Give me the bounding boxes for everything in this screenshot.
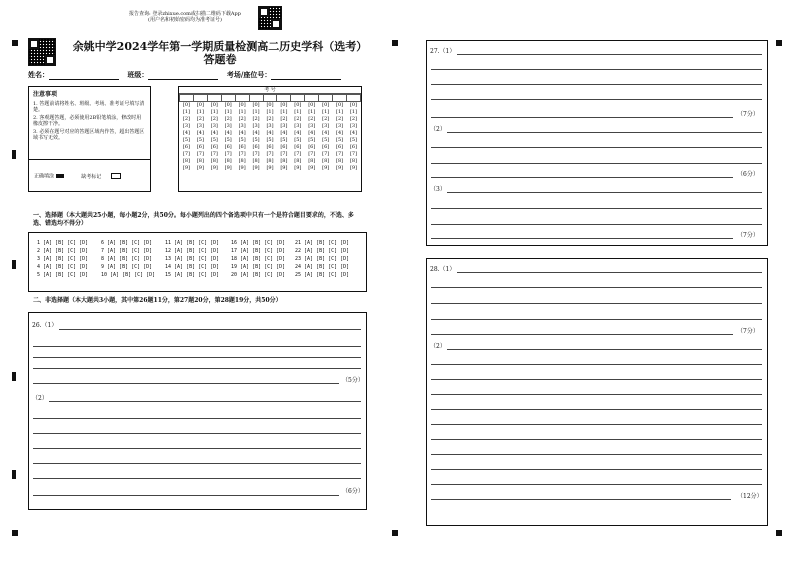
exam-digit-bubble[interactable]: [6] bbox=[336, 144, 344, 150]
choice-column bbox=[101, 239, 155, 279]
answer-line[interactable] bbox=[431, 319, 762, 320]
exam-digit-bubble[interactable]: [3] bbox=[196, 123, 204, 129]
exam-digit-row bbox=[180, 144, 361, 151]
exam-digit-row bbox=[180, 137, 361, 144]
choice-question[interactable]: 2 [A] [B] [C] [D] bbox=[37, 248, 89, 254]
q28-part1-label: 28.（1） bbox=[430, 266, 456, 273]
exam-digit-bubble[interactable]: [0] bbox=[182, 102, 190, 108]
exam-number-entry-cell[interactable] bbox=[319, 95, 333, 102]
name-field[interactable] bbox=[49, 71, 119, 80]
exam-digit-bubble[interactable]: [4] bbox=[294, 130, 302, 136]
answer-line[interactable] bbox=[431, 287, 762, 288]
answer-line[interactable] bbox=[33, 383, 339, 384]
correct-fill-sample bbox=[56, 174, 64, 178]
corner-mark-br bbox=[776, 530, 782, 536]
exam-digit-bubble[interactable]: [9] bbox=[196, 165, 204, 171]
title-line2: 答题卷 bbox=[203, 53, 237, 66]
exam-digit-bubble[interactable]: [9] bbox=[238, 165, 246, 171]
exam-digit-bubble[interactable]: [1] bbox=[238, 109, 246, 115]
q28-part2-label: （2） bbox=[430, 343, 446, 350]
report-note-line1: 报告查询: 登录zhixue.com或扫描二维码下载App bbox=[129, 11, 241, 17]
exam-digit-bubble[interactable]: [9] bbox=[280, 165, 288, 171]
choice-question[interactable]: 1 [A] [B] [C] [D] bbox=[37, 240, 89, 246]
answer-line[interactable] bbox=[447, 192, 762, 193]
section1-heading: 一、选择题（本大题共25小题，每小题2分，共50分。每小题列出的四个备选项中只有一个是符合题目要求的，不选、多选、错选均不得分） bbox=[33, 212, 354, 227]
exam-digit-row bbox=[180, 123, 361, 130]
choice-column bbox=[165, 239, 219, 279]
seat-label: 考场/座位号： bbox=[226, 70, 272, 79]
answer-line[interactable] bbox=[457, 54, 762, 55]
page-title bbox=[60, 40, 380, 66]
q27-box bbox=[426, 40, 768, 246]
exam-digit-bubble[interactable]: [4] bbox=[182, 130, 190, 136]
answer-line[interactable] bbox=[33, 448, 361, 449]
exam-digit-bubble[interactable]: [7] bbox=[196, 151, 204, 157]
exam-digit-bubble[interactable]: [1] bbox=[224, 109, 232, 115]
answer-line[interactable] bbox=[431, 177, 733, 178]
exam-digit-bubble[interactable]: [1] bbox=[294, 109, 302, 115]
exam-digit-bubble[interactable]: [5] bbox=[349, 137, 358, 143]
q26-part2-score: （6分） bbox=[342, 488, 364, 495]
exam-number-entry-cell[interactable] bbox=[235, 95, 249, 102]
answer-line[interactable] bbox=[431, 238, 733, 239]
exam-digit-bubble[interactable]: [0] bbox=[210, 102, 218, 108]
report-note-line2: (用户名和初始密码均为准考证号) bbox=[148, 17, 222, 23]
q26-box bbox=[28, 312, 367, 510]
corner-mark-bl bbox=[12, 530, 18, 536]
answer-line[interactable] bbox=[431, 379, 762, 380]
corner-mark-tr bbox=[776, 40, 782, 46]
exam-digit-bubble[interactable]: [6] bbox=[196, 144, 204, 150]
exam-digit-bubble[interactable]: [1] bbox=[196, 109, 204, 115]
exam-number-entry-cell[interactable] bbox=[333, 95, 347, 102]
exam-digit-bubble[interactable]: [8] bbox=[238, 158, 246, 164]
exam-digit-bubble[interactable]: [7] bbox=[280, 151, 288, 157]
exam-digit-bubble[interactable]: [3] bbox=[336, 123, 344, 129]
exam-digit-bubble[interactable]: [2] bbox=[308, 116, 316, 122]
answer-line[interactable] bbox=[33, 478, 361, 479]
exam-digit-bubble[interactable]: [5] bbox=[308, 137, 316, 143]
side-tick bbox=[12, 470, 16, 479]
side-tick bbox=[12, 150, 16, 159]
exam-digit-bubble[interactable]: [6] bbox=[224, 144, 232, 150]
exam-number-entry-row[interactable] bbox=[180, 95, 361, 102]
exam-digit-row bbox=[180, 151, 361, 158]
exam-digit-bubble[interactable]: [0] bbox=[349, 102, 358, 108]
exam-number-entry-cell[interactable] bbox=[180, 95, 194, 102]
exam-digit-bubble[interactable]: [9] bbox=[252, 165, 260, 171]
exam-digit-bubble[interactable]: [7] bbox=[308, 151, 316, 157]
exam-digit-bubble[interactable]: [9] bbox=[294, 165, 302, 171]
notice-box bbox=[28, 86, 151, 192]
title-line1: 余姚中学2024学年第一学期质量检测高二历史学科（选考） bbox=[72, 40, 368, 53]
answer-line[interactable] bbox=[431, 364, 762, 365]
exam-digit-bubble[interactable]: [2] bbox=[336, 116, 344, 122]
answer-line[interactable] bbox=[431, 409, 762, 410]
choice-question[interactable]: 18 [A] [B] [C] [D] bbox=[231, 256, 286, 262]
exam-digit-bubble[interactable]: [2] bbox=[266, 116, 274, 122]
exam-digit-bubble[interactable]: [0] bbox=[238, 102, 246, 108]
choice-question[interactable]: 8 [A] [B] [C] [D] bbox=[101, 256, 153, 262]
answer-line[interactable] bbox=[431, 394, 762, 395]
exam-digit-bubble[interactable]: [7] bbox=[322, 151, 330, 157]
exam-number-entry-cell[interactable] bbox=[305, 95, 319, 102]
choice-question[interactable]: 20 [A] [B] [C] [D] bbox=[231, 272, 286, 278]
exam-digit-bubble[interactable]: [5] bbox=[294, 137, 302, 143]
exam-digit-bubble[interactable]: [3] bbox=[182, 123, 190, 129]
exam-digit-bubble[interactable]: [8] bbox=[196, 158, 204, 164]
answer-line[interactable] bbox=[431, 99, 762, 100]
exam-digit-bubble[interactable]: [4] bbox=[336, 130, 344, 136]
exam-digit-bubble[interactable]: [3] bbox=[238, 123, 246, 129]
choice-question[interactable]: 5 [A] [B] [C] [D] bbox=[37, 272, 89, 278]
exam-digit-bubble[interactable]: [9] bbox=[210, 165, 218, 171]
q27-part2-label: （2） bbox=[430, 126, 446, 133]
exam-digit-row bbox=[180, 158, 361, 165]
exam-digit-bubble[interactable]: [3] bbox=[252, 123, 260, 129]
exam-digit-bubble[interactable]: [2] bbox=[238, 116, 246, 122]
notice-heading: 注意事项 bbox=[33, 91, 58, 98]
exam-digit-bubble[interactable]: [9] bbox=[322, 165, 330, 171]
exam-digit-bubble[interactable]: [9] bbox=[308, 165, 316, 171]
choice-question[interactable]: 11 [A] [B] [C] [D] bbox=[165, 240, 220, 246]
fill-legend bbox=[34, 173, 121, 180]
exam-digit-row bbox=[180, 102, 361, 110]
corner-mark-tm bbox=[392, 40, 398, 46]
exam-digit-bubble[interactable]: [9] bbox=[266, 165, 274, 171]
choice-question[interactable]: 24 [A] [B] [C] [D] bbox=[295, 264, 350, 270]
answer-line[interactable] bbox=[431, 499, 731, 500]
exam-digit-bubble[interactable]: [5] bbox=[266, 137, 274, 143]
exam-digit-bubble[interactable]: [5] bbox=[182, 137, 190, 143]
exam-digit-bubble[interactable]: [2] bbox=[349, 116, 358, 122]
answer-line[interactable] bbox=[59, 329, 361, 330]
exam-digit-bubble[interactable]: [8] bbox=[280, 158, 288, 164]
answer-line[interactable] bbox=[33, 495, 339, 496]
answer-line[interactable] bbox=[431, 484, 762, 485]
exam-digit-bubble[interactable]: [0] bbox=[252, 102, 260, 108]
exam-digit-bubble[interactable]: [6] bbox=[252, 144, 260, 150]
exam-number-entry-cell[interactable] bbox=[221, 95, 235, 102]
exam-digit-bubble[interactable]: [0] bbox=[336, 102, 344, 108]
exam-digit-bubble[interactable]: [8] bbox=[336, 158, 344, 164]
choice-box bbox=[28, 232, 367, 292]
report-note bbox=[110, 11, 260, 23]
exam-number-entry-cell[interactable] bbox=[347, 95, 361, 102]
choice-question[interactable]: 15 [A] [B] [C] [D] bbox=[165, 272, 220, 278]
exam-digit-bubble[interactable]: [6] bbox=[280, 144, 288, 150]
exam-digit-bubble[interactable]: [6] bbox=[210, 144, 218, 150]
exam-digit-bubble[interactable]: [0] bbox=[294, 102, 302, 108]
corner-mark-bm bbox=[392, 530, 398, 536]
exam-digit-bubble[interactable]: [2] bbox=[182, 116, 190, 122]
notice-item: 3. 必须在题号对应的答题区域内作答，超出答题区域书写无效。 bbox=[33, 129, 145, 141]
exam-number-entry-cell[interactable] bbox=[193, 95, 207, 102]
choice-question[interactable]: 21 [A] [B] [C] [D] bbox=[295, 240, 350, 246]
answer-line[interactable] bbox=[33, 357, 361, 358]
q28-part2-score: （12分） bbox=[737, 493, 763, 500]
exam-digit-bubble[interactable]: [4] bbox=[224, 130, 232, 136]
exam-digit-bubble[interactable]: [7] bbox=[336, 151, 344, 157]
exam-digit-row bbox=[180, 165, 361, 172]
exam-digit-bubble[interactable]: [3] bbox=[349, 123, 358, 129]
exam-digit-bubble[interactable]: [0] bbox=[308, 102, 316, 108]
exam-digit-bubble[interactable]: [0] bbox=[280, 102, 288, 108]
choice-question[interactable]: 19 [A] [B] [C] [D] bbox=[231, 264, 286, 270]
exam-digit-bubble[interactable]: [3] bbox=[224, 123, 232, 129]
answer-line[interactable] bbox=[431, 117, 733, 118]
exam-digit-bubble[interactable]: [5] bbox=[322, 137, 330, 143]
exam-digit-bubble[interactable]: [7] bbox=[210, 151, 218, 157]
q27-part2-score: （6分） bbox=[737, 171, 759, 178]
exam-digit-bubble[interactable]: [8] bbox=[308, 158, 316, 164]
exam-digit-bubble[interactable]: [5] bbox=[336, 137, 344, 143]
answer-line[interactable] bbox=[33, 433, 361, 434]
exam-digit-bubble[interactable]: [2] bbox=[280, 116, 288, 122]
exam-digit-bubble[interactable]: [7] bbox=[224, 151, 232, 157]
choice-question[interactable]: 9 [A] [B] [C] [D] bbox=[101, 264, 153, 270]
answer-line[interactable] bbox=[431, 334, 733, 335]
exam-digit-row bbox=[180, 109, 361, 116]
exam-digit-bubble[interactable]: [7] bbox=[349, 151, 358, 157]
exam-digit-row bbox=[180, 130, 361, 137]
notice-item: 2. 客观题答题，必须使用2B铅笔填涂，修改时用橡皮擦干净。 bbox=[33, 115, 142, 127]
exam-number-entry-cell[interactable] bbox=[291, 95, 305, 102]
answer-line[interactable] bbox=[431, 224, 762, 225]
exam-digit-bubble[interactable]: [9] bbox=[182, 165, 190, 171]
exam-digit-bubble[interactable]: [0] bbox=[224, 102, 232, 108]
exam-digit-bubble[interactable]: [5] bbox=[210, 137, 218, 143]
exam-digit-bubble[interactable]: [8] bbox=[322, 158, 330, 164]
answer-line[interactable] bbox=[431, 454, 762, 455]
answer-line[interactable] bbox=[457, 272, 762, 273]
exam-digit-bubble[interactable]: [6] bbox=[266, 144, 274, 150]
exam-digit-bubble[interactable]: [9] bbox=[336, 165, 344, 171]
answer-line[interactable] bbox=[431, 69, 762, 70]
exam-digit-bubble[interactable]: [4] bbox=[252, 130, 260, 136]
q26-part2-label: （2） bbox=[32, 395, 48, 402]
q28-box bbox=[426, 258, 768, 526]
exam-digit-bubble[interactable]: [1] bbox=[336, 109, 344, 115]
choice-question[interactable]: 25 [A] [B] [C] [D] bbox=[295, 272, 350, 278]
q27-part1-score: （7分） bbox=[737, 111, 759, 118]
answer-line[interactable] bbox=[431, 147, 762, 148]
exam-number-table bbox=[179, 94, 361, 172]
exam-digit-bubble[interactable]: [3] bbox=[322, 123, 330, 129]
answer-line[interactable] bbox=[447, 349, 762, 350]
exam-digit-bubble[interactable]: [6] bbox=[349, 144, 358, 150]
exam-digit-bubble[interactable]: [5] bbox=[280, 137, 288, 143]
exam-digit-bubble[interactable]: [4] bbox=[210, 130, 218, 136]
exam-digit-row bbox=[180, 116, 361, 123]
answer-line[interactable] bbox=[431, 439, 762, 440]
exam-digit-bubble[interactable]: [6] bbox=[238, 144, 246, 150]
exam-digit-bubble[interactable]: [3] bbox=[280, 123, 288, 129]
q28-part1-score: （7分） bbox=[737, 328, 759, 335]
answer-line[interactable] bbox=[431, 208, 762, 209]
exam-digit-bubble[interactable]: [2] bbox=[322, 116, 330, 122]
exam-digit-bubble[interactable]: [4] bbox=[280, 130, 288, 136]
exam-number-grid bbox=[178, 86, 362, 192]
answer-line[interactable] bbox=[33, 346, 361, 347]
class-label: 班级： bbox=[127, 70, 149, 79]
exam-digit-bubble[interactable]: [8] bbox=[182, 158, 190, 164]
choice-question[interactable]: 13 [A] [B] [C] [D] bbox=[165, 256, 220, 262]
choice-column bbox=[231, 239, 285, 279]
choice-question[interactable]: 6 [A] [B] [C] [D] bbox=[101, 240, 153, 246]
answer-line[interactable] bbox=[447, 132, 762, 133]
exam-number-entry-cell[interactable] bbox=[207, 95, 221, 102]
missing-label: 缺考标记 bbox=[81, 173, 102, 180]
side-tick bbox=[12, 260, 16, 269]
missing-mark-box[interactable] bbox=[111, 173, 121, 179]
exam-digit-bubble[interactable]: [1] bbox=[322, 109, 330, 115]
choice-question[interactable]: 23 [A] [B] [C] [D] bbox=[295, 256, 350, 262]
exam-digit-bubble[interactable]: [2] bbox=[252, 116, 260, 122]
exam-digit-bubble[interactable]: [4] bbox=[238, 130, 246, 136]
answer-line[interactable] bbox=[49, 401, 361, 402]
notice-item: 1. 答题前请将姓名、班级、考场、准考证号填写清楚。 bbox=[33, 101, 145, 113]
choice-question[interactable]: 12 [A] [B] [C] [D] bbox=[165, 248, 220, 254]
section2-heading: 二、非选择题（本大题共3小题，其中第26题11分，第27题20分，第28题19分，共50分） bbox=[33, 297, 282, 304]
exam-digit-bubble[interactable]: [3] bbox=[308, 123, 316, 129]
exam-number-entry-cell[interactable] bbox=[277, 95, 291, 102]
exam-digit-bubble[interactable]: [4] bbox=[308, 130, 316, 136]
exam-digit-bubble[interactable]: [7] bbox=[252, 151, 260, 157]
q26-part1-label: 26.（1） bbox=[32, 322, 58, 329]
exam-digit-bubble[interactable]: [0] bbox=[196, 102, 204, 108]
answer-line[interactable] bbox=[431, 469, 762, 470]
choice-question[interactable]: 14 [A] [B] [C] [D] bbox=[165, 264, 220, 270]
exam-digit-bubble[interactable]: [8] bbox=[349, 158, 358, 164]
exam-digit-bubble[interactable]: [1] bbox=[308, 109, 316, 115]
answer-line[interactable] bbox=[33, 463, 361, 464]
exam-number-entry-cell[interactable] bbox=[263, 95, 277, 102]
qr-code-icon bbox=[28, 38, 56, 66]
exam-digit-bubble[interactable]: [6] bbox=[294, 144, 302, 150]
student-info-row bbox=[28, 70, 368, 80]
exam-digit-bubble[interactable]: [8] bbox=[210, 158, 218, 164]
choice-question[interactable]: 17 [A] [B] [C] [D] bbox=[231, 248, 286, 254]
exam-number-entry-cell[interactable] bbox=[249, 95, 263, 102]
exam-digit-bubble[interactable]: [8] bbox=[252, 158, 260, 164]
choice-question[interactable]: 4 [A] [B] [C] [D] bbox=[37, 264, 89, 270]
exam-digit-bubble[interactable]: [1] bbox=[182, 109, 190, 115]
name-label: 姓名： bbox=[28, 70, 49, 79]
qr-code-icon bbox=[258, 6, 282, 30]
correct-fill-label: 正确填涂 bbox=[34, 173, 55, 180]
q27-part1-label: 27.（1） bbox=[430, 48, 456, 55]
q27-part3-score: （7分） bbox=[737, 232, 759, 239]
choice-column bbox=[37, 239, 88, 279]
exam-digit-bubble[interactable]: [3] bbox=[294, 123, 302, 129]
choice-question[interactable]: 22 [A] [B] [C] [D] bbox=[295, 248, 350, 254]
answer-line[interactable] bbox=[431, 84, 762, 85]
exam-digit-bubble[interactable]: [6] bbox=[322, 144, 330, 150]
choice-question[interactable]: 7 [A] [B] [C] [D] bbox=[101, 248, 153, 254]
exam-digit-bubble[interactable]: [4] bbox=[266, 130, 274, 136]
choice-question[interactable]: 3 [A] [B] [C] [D] bbox=[37, 256, 89, 262]
exam-digit-bubble[interactable]: [1] bbox=[210, 109, 218, 115]
exam-digit-bubble[interactable]: [1] bbox=[280, 109, 288, 115]
exam-digit-bubble[interactable]: [2] bbox=[196, 116, 204, 122]
exam-digit-bubble[interactable]: [7] bbox=[182, 151, 190, 157]
exam-digit-bubble[interactable]: [7] bbox=[238, 151, 246, 157]
q27-part3-label: （3） bbox=[430, 186, 446, 193]
choice-question[interactable]: 10 [A] [B] [C] [D] bbox=[101, 272, 156, 278]
answer-line[interactable] bbox=[431, 424, 762, 425]
exam-digit-bubble[interactable]: [9] bbox=[224, 165, 232, 171]
choice-question[interactable]: 16 [A] [B] [C] [D] bbox=[231, 240, 286, 246]
answer-line[interactable] bbox=[431, 163, 762, 164]
exam-digit-bubble[interactable]: [7] bbox=[294, 151, 302, 157]
answer-line[interactable] bbox=[33, 368, 361, 369]
exam-digit-bubble[interactable]: [8] bbox=[224, 158, 232, 164]
seat-field[interactable] bbox=[271, 71, 341, 80]
exam-digit-bubble[interactable]: [2] bbox=[210, 116, 218, 122]
corner-mark-tl bbox=[12, 40, 18, 46]
exam-digit-bubble[interactable]: [5] bbox=[196, 137, 204, 143]
answer-line[interactable] bbox=[431, 303, 762, 304]
exam-digit-bubble[interactable]: [2] bbox=[294, 116, 302, 122]
exam-digit-bubble[interactable]: [5] bbox=[252, 137, 260, 143]
choice-column bbox=[295, 239, 349, 279]
exam-digit-bubble[interactable]: [7] bbox=[266, 151, 274, 157]
exam-digit-bubble[interactable]: [5] bbox=[238, 137, 246, 143]
exam-digit-bubble[interactable]: [1] bbox=[252, 109, 260, 115]
q26-part1-score: （5分） bbox=[342, 377, 364, 384]
exam-digit-bubble[interactable]: [4] bbox=[349, 130, 358, 136]
side-tick bbox=[12, 372, 16, 381]
exam-digit-bubble[interactable]: [4] bbox=[322, 130, 330, 136]
exam-digit-bubble[interactable]: [3] bbox=[210, 123, 218, 129]
exam-digit-bubble[interactable]: [1] bbox=[266, 109, 274, 115]
exam-digit-bubble[interactable]: [6] bbox=[308, 144, 316, 150]
answer-line[interactable] bbox=[33, 418, 361, 419]
exam-digit-bubble[interactable]: [6] bbox=[182, 144, 190, 150]
exam-digit-bubble[interactable]: [1] bbox=[349, 109, 358, 115]
exam-digit-bubble[interactable]: [8] bbox=[294, 158, 302, 164]
exam-number-header: 考 号 bbox=[179, 87, 361, 94]
class-field[interactable] bbox=[148, 71, 218, 80]
exam-digit-bubble[interactable]: [3] bbox=[266, 123, 274, 129]
notice-divider bbox=[29, 159, 150, 160]
exam-digit-bubble[interactable]: [9] bbox=[349, 165, 358, 171]
exam-digit-bubble[interactable]: [0] bbox=[322, 102, 330, 108]
exam-digit-bubble[interactable]: [8] bbox=[266, 158, 274, 164]
exam-digit-bubble[interactable]: [4] bbox=[196, 130, 204, 136]
exam-digit-bubble[interactable]: [0] bbox=[266, 102, 274, 108]
exam-digit-bubble[interactable]: [5] bbox=[224, 137, 232, 143]
exam-digit-bubble[interactable]: [2] bbox=[224, 116, 232, 122]
